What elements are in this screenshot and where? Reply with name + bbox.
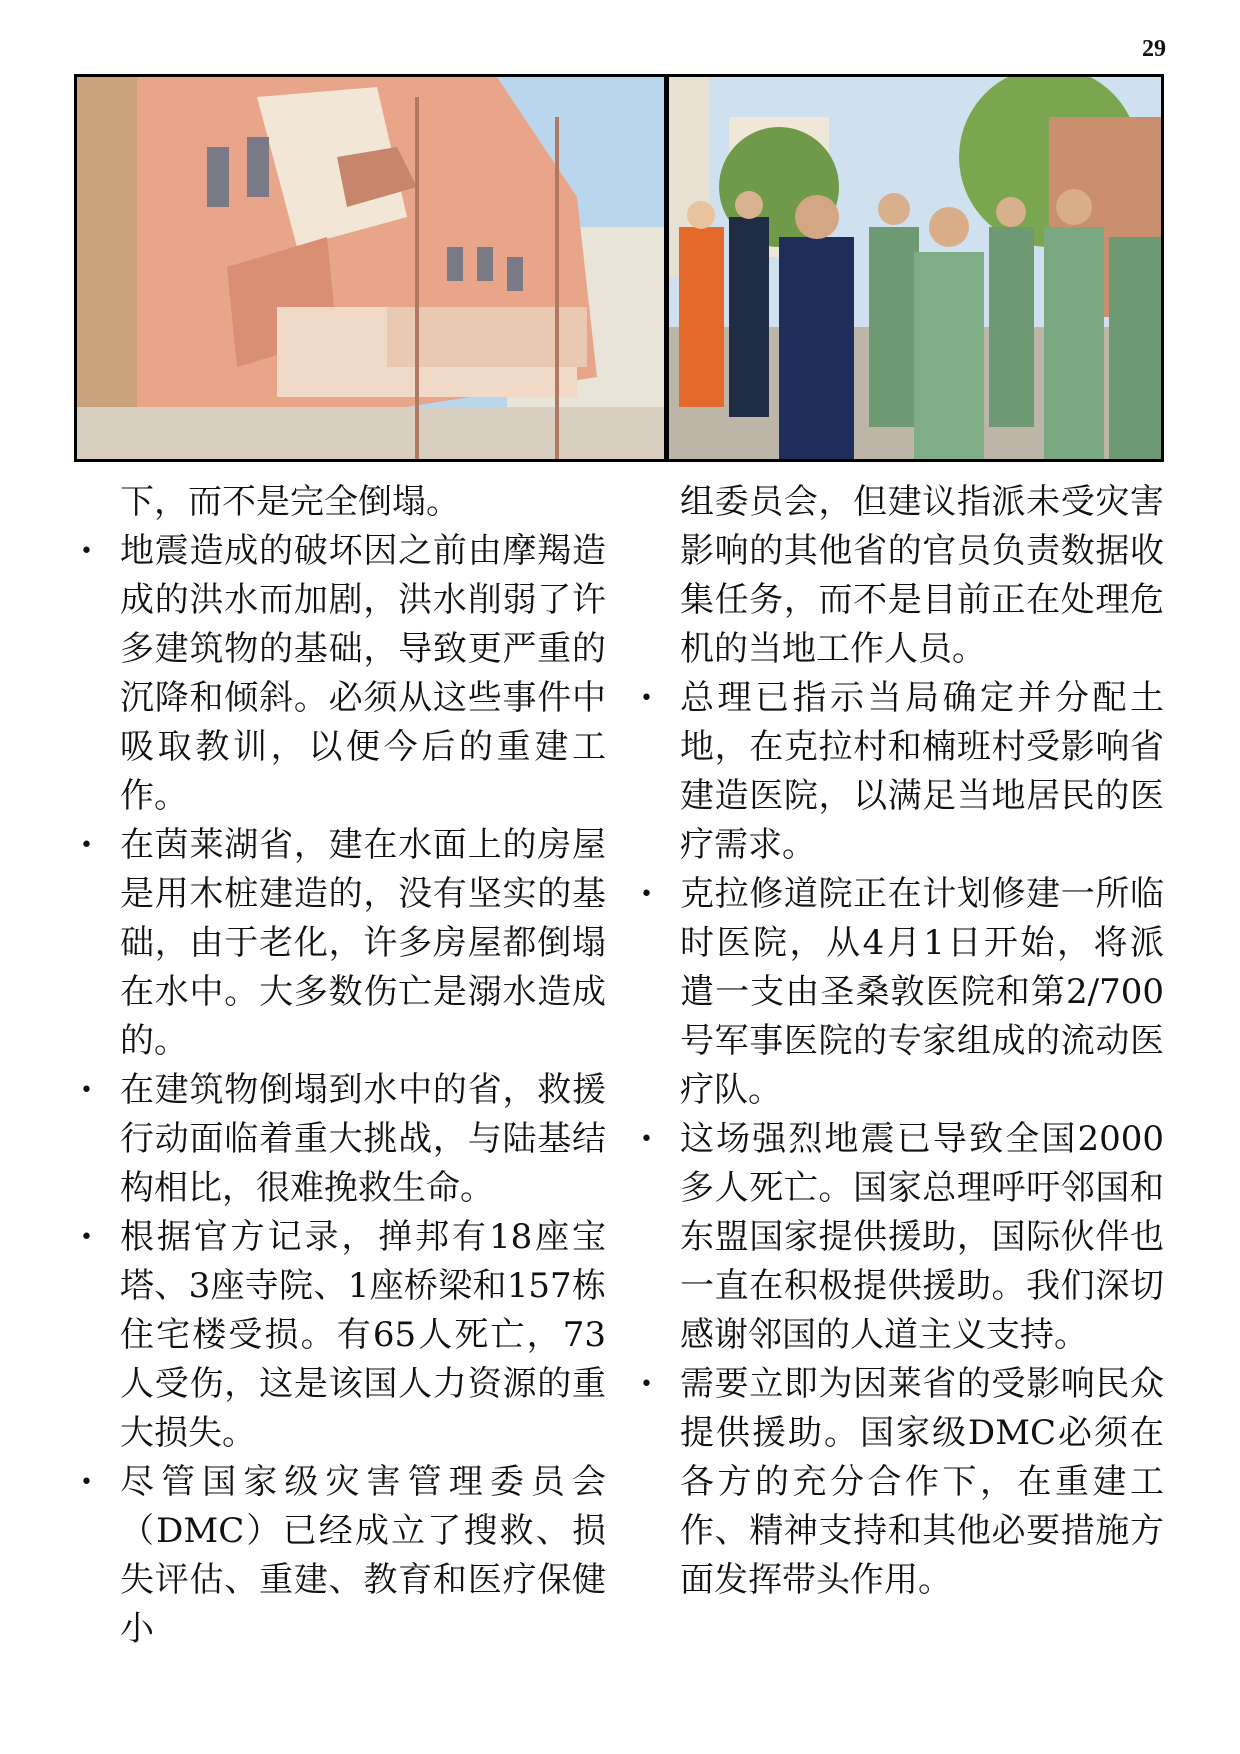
list-item-text: 在茵莱湖省，建在水面上的房屋是用木桩建造的，没有坚实的基础，由于老化，许多房屋都倒塌在水中。大多数伤亡是溺水造成的。 (120, 825, 606, 1061)
list-item-text: 尽管国家级灾害管理委员会（DMC）已经成立了搜救、损失评估、重建、教育和医疗保健小 (120, 1462, 606, 1649)
list-item (74, 1458, 606, 1654)
bullet-icon: • (80, 833, 93, 858)
bullet-icon: • (640, 1127, 653, 1152)
list-item-text: 需要立即为因莱省的受影响民众提供援助。国家级DMC必须在各方的充分合作下，在重建工作、精神支持和其他必要措施方面发挥带头作用。 (680, 1364, 1164, 1600)
officials-inspection-photo (669, 77, 1161, 459)
continuation-text: 下，而不是完全倒塌。 (120, 482, 460, 522)
bullet-icon: • (640, 1372, 653, 1397)
bullet-list (74, 527, 606, 1654)
continuation-text: 组委员会，但建议指派未受灾害影响的其他省的官员负责数据收集任务，而不是目前正在处理危机的当地工作人员。 (680, 482, 1164, 669)
list-item-text: 根据官方记录，掸邦有18座宝塔、3座寺院、1座桥梁和157栋住宅楼受损。有65人死亡，73人受伤，这是该国人力资源的重大损失。 (120, 1217, 606, 1453)
list-item (74, 821, 606, 1066)
bullet-icon: • (640, 882, 653, 907)
bullet-icon: • (80, 1078, 93, 1103)
damaged-building-photo (77, 77, 664, 459)
list-item (634, 870, 1164, 1115)
bullet-icon: • (80, 539, 93, 564)
right-column (634, 478, 1164, 1605)
list-item-text: 克拉修道院正在计划修建一所临时医院，从4月1日开始，将派遣一支由圣桑敦医院和第2/700号军事医院的专家组成的流动医疗队。 (680, 874, 1164, 1110)
photo-frame (74, 74, 1164, 462)
bullet-list (634, 674, 1164, 1605)
list-item (634, 1360, 1164, 1605)
page-number: 29 (1142, 36, 1166, 62)
list-item (74, 527, 606, 821)
list-item-text: 在建筑物倒塌到水中的省，救援行动面临着重大挑战，与陆基结构相比，很难挽救生命。 (120, 1070, 606, 1208)
left-column (74, 478, 606, 1654)
bullet-icon: • (80, 1225, 93, 1250)
list-item (74, 1213, 606, 1458)
bullet-icon: • (640, 686, 653, 711)
list-item-text: 地震造成的破坏因之前由摩羯造成的洪水而加剧，洪水削弱了许多建筑物的基础，导致更严重的沉降和倾斜。必须从这些事件中吸取教训，以便今后的重建工作。 (120, 531, 606, 816)
bullet-icon: • (80, 1470, 93, 1495)
list-item (634, 674, 1164, 870)
list-item (634, 1115, 1164, 1360)
list-item-text: 总理已指示当局确定并分配土地，在克拉村和楠班村受影响省建造医院，以满足当地居民的医疗需求。 (680, 678, 1164, 865)
list-item (74, 1066, 606, 1213)
list-item-text: 这场强烈地震已导致全国2000多人死亡。国家总理呼吁邻国和东盟国家提供援助，国际伙伴也一直在积极提供援助。我们深切感谢邻国的人道主义支持。 (680, 1119, 1164, 1355)
